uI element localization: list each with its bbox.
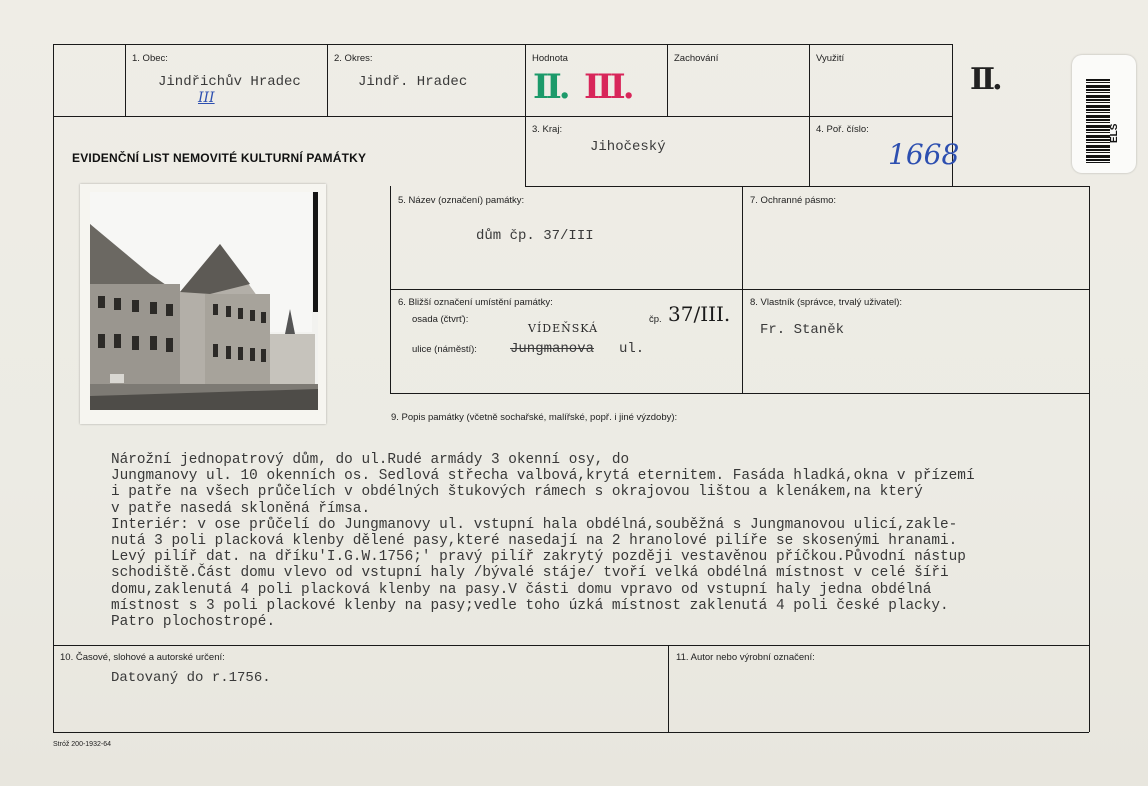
ochranne-label: 7. Ochranné pásmo: (750, 195, 837, 206)
rule-c1 (125, 44, 126, 116)
casove-label: 10. Časové, slohové a autorské určení: (60, 652, 225, 663)
popis-line: Patro plochostropé. (111, 614, 276, 631)
building-photo (80, 184, 326, 424)
popis-line: schodiště.Část domu vlevo od vstupní haly /bývalé stáje/ tvoří velká obdélná místnost v celé šíři (111, 565, 949, 582)
obec-label: 1. Obec: (132, 53, 168, 64)
nazev-value: dům čp. 37/III (476, 228, 594, 244)
barcode-label: ELS (1109, 123, 1120, 143)
rule-row1 (53, 116, 953, 117)
popis-line: nutá 3 poli placková klenby dělené pasy,které nasedají na 2 hranolové pilíře se skosenými hranami. (111, 533, 958, 550)
rule-row2 (525, 186, 1090, 187)
rule-bottom (53, 732, 1089, 733)
vlastnik-value: Fr. Staněk (760, 322, 845, 338)
por-cislo-label: 4. Poř. číslo: (816, 124, 869, 135)
photo-image (80, 184, 326, 424)
barcode-sticker (1072, 55, 1136, 173)
vyuziti-label: Využití (816, 53, 845, 64)
popis-text (111, 452, 1071, 630)
rule-row3 (390, 289, 1090, 290)
casove-value: Datovaný do r.1756. (111, 670, 271, 686)
kraj-value: Jihočeský (590, 139, 666, 155)
barcode-icon (1086, 79, 1110, 163)
street-suffix: ul. (619, 341, 645, 357)
street-struck: Jungmanova (510, 341, 595, 357)
ulice-label: ulice (náměstí): (412, 344, 477, 355)
cp-label: čp. (649, 314, 662, 325)
hodnota-label: Hodnota (532, 53, 568, 64)
rule-c7 (390, 186, 391, 393)
umisteni-label: 6. Bližší označení umístění památky: (398, 297, 553, 308)
form-title: EVIDENČNÍ LIST NEMOVITÉ KULTURNÍ PAMÁTKY (72, 151, 367, 165)
rule-left (53, 44, 54, 732)
cp-value: 37/III. (668, 302, 731, 326)
rule-c8 (742, 186, 743, 393)
rule-c4 (667, 44, 668, 116)
zachovani-label: Zachování (674, 53, 719, 64)
popis-line: i patře na všech průčelích v obdélných štukových rámech s okrajovou lištou a klenákem,na který (111, 484, 923, 501)
rule-row4 (390, 393, 1090, 394)
hodnota-value-a: II. (533, 67, 568, 107)
footer-code: Stróž 200-1932-64 (53, 741, 111, 748)
nazev-label: 5. Název (označení) památky: (398, 195, 525, 206)
vlastnik-label: 8. Vlastník (správce, trvalý uživatel): (750, 297, 903, 308)
popis-line: domu,zaklenutá 4 poli placková klenby na pasy.V části domu vpravo od vstupní haly jedna obdélná (111, 581, 932, 598)
popis-line: Interiér: v ose průčelí do Jungmanovy ul. vstupní hala obdélná,souběžná s Jungmanovou ulicí,zakle- (111, 516, 958, 533)
rule-c2 (327, 44, 328, 116)
okres-label: 2. Okres: (334, 53, 373, 64)
autor-label: 11. Autor nebo výrobní označení: (676, 652, 815, 663)
rule-c9 (668, 645, 669, 732)
rule-c3 (525, 44, 526, 186)
popis-line: Nárožní jednopatrový dům, do ul.Rudé armády 3 okenní osy, do (111, 452, 630, 468)
popis-label: 9. Popis památky (včetně sochařské, malířské, popř. i jiné výzdoby): (391, 412, 678, 423)
corner-mark: II. (970, 62, 1000, 97)
popis-line: Levý pilíř dat. na dříku'I.G.W.1756;' pravý pilíř zakrytý později vestavěnou příčkou.Původní nástup (111, 549, 966, 566)
popis-line: v patře nasedá skloněná římsa. (111, 500, 371, 517)
popis-line: místnost s 3 poli plackové klenby na pasy;vedle toho úzká místnost zaklenutá 4 poli české placky. (111, 597, 949, 614)
rule-row5 (53, 645, 1089, 646)
popis-line: Jungmanovy ul. 10 okenních os. Sedlová střecha valbová,krytá eternitem. Fasáda hladká,okna v přízemí (111, 468, 975, 485)
kraj-label: 3. Kraj: (532, 124, 563, 135)
street-handwritten: VÍDEŇSKÁ (528, 322, 599, 335)
por-cislo-value: 1668 (888, 138, 960, 171)
obec-note: III (198, 90, 215, 106)
hodnota-value-b: III. (584, 67, 632, 107)
okres-value: Jindř. Hradec (358, 74, 468, 90)
rule-right (1089, 186, 1090, 732)
rule-top (53, 44, 953, 45)
obec-value: Jindřichův Hradec (158, 74, 301, 90)
osada-label: osada (čtvrť): (412, 314, 469, 325)
rule-c5 (809, 44, 810, 186)
